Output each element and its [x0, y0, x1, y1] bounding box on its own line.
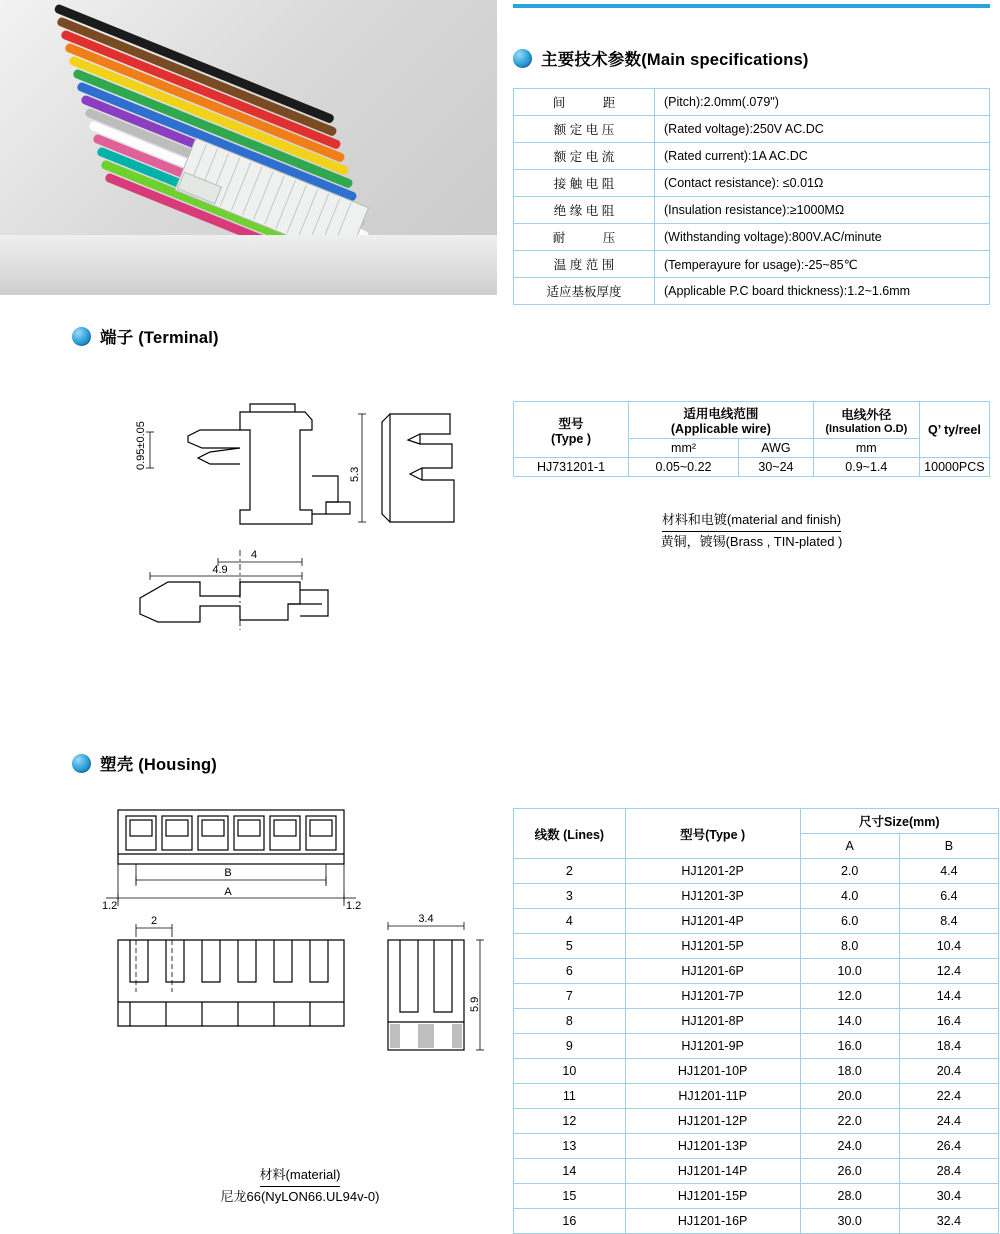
housing-drawing — [100, 806, 500, 1096]
terminal-note-1: 材料和电镀(material and finish) — [662, 510, 841, 532]
terminal-heading — [72, 324, 219, 348]
cell-a: 12.0 — [800, 984, 899, 1009]
cell-a: 16.0 — [800, 1034, 899, 1059]
cell-a: 28.0 — [800, 1184, 899, 1209]
table-row — [514, 224, 990, 251]
cell-lines: 16 — [514, 1209, 626, 1234]
spec-key: 间 距 — [514, 89, 655, 116]
terminal-qty-value: 10000PCS — [919, 458, 989, 477]
terminal-sub-mm2: mm² — [629, 439, 739, 458]
cell-b: 30.4 — [899, 1184, 998, 1209]
table-row — [514, 959, 999, 984]
cell-b: 6.4 — [899, 884, 998, 909]
spec-top-rule — [513, 4, 990, 8]
housing-drawing-svg — [100, 806, 500, 1096]
spec-key: 接 触 电 阻 — [514, 170, 655, 197]
cell-type: HJ1201-9P — [625, 1034, 800, 1059]
terminal-drawing-svg — [90, 390, 490, 670]
cell-type: HJ1201-13P — [625, 1134, 800, 1159]
cell-lines: 2 — [514, 859, 626, 884]
housing-heading-en: (Housing) — [138, 756, 217, 774]
terminal-type-value: HJ731201-1 — [514, 458, 629, 477]
terminal-mm2-value: 0.05~0.22 — [629, 458, 739, 477]
housing-spec-table — [513, 808, 999, 1234]
cell-a: 18.0 — [800, 1059, 899, 1084]
cell-type: HJ1201-3P — [625, 884, 800, 909]
table-row — [514, 1159, 999, 1184]
cell-type: HJ1201-5P — [625, 934, 800, 959]
spec-table-body — [514, 89, 990, 305]
cell-a: 6.0 — [800, 909, 899, 934]
terminal-spec-table — [513, 401, 990, 477]
terminal-table-wrap — [513, 401, 990, 477]
terminal-col-od: 电线外径 (Insulation O.D) — [813, 402, 919, 439]
cell-a: 14.0 — [800, 1009, 899, 1034]
table-row — [514, 170, 990, 197]
bullet-icon — [513, 49, 532, 68]
table-row — [514, 89, 990, 116]
cell-lines: 10 — [514, 1059, 626, 1084]
cell-b: 20.4 — [899, 1059, 998, 1084]
cell-b: 4.4 — [899, 859, 998, 884]
housing-dim-a: A — [224, 886, 232, 898]
cell-lines: 6 — [514, 959, 626, 984]
housing-material-note — [100, 1165, 500, 1207]
table-row — [514, 251, 990, 278]
cell-lines: 7 — [514, 984, 626, 1009]
cell-b: 22.4 — [899, 1084, 998, 1109]
housing-heading-cn: 塑壳 — [100, 756, 134, 774]
cell-a: 4.0 — [800, 884, 899, 909]
cell-type: HJ1201-16P — [625, 1209, 800, 1234]
main-specifications-table — [513, 88, 990, 305]
cell-b: 14.4 — [899, 984, 998, 1009]
cell-b: 8.4 — [899, 909, 998, 934]
housing-note-1: 材料(material) — [260, 1165, 341, 1187]
spec-key: 额 定 电 压 — [514, 116, 655, 143]
terminal-dim-2: 5.3 — [349, 466, 361, 482]
housing-col-b: B — [899, 834, 998, 859]
spec-value: (Contact resistance): ≤0.01Ω — [655, 170, 990, 197]
table-header-row — [514, 402, 990, 439]
cell-type: HJ1201-10P — [625, 1059, 800, 1084]
table-row — [514, 984, 999, 1009]
terminal-od-value: 0.9~1.4 — [813, 458, 919, 477]
cell-a: 8.0 — [800, 934, 899, 959]
terminal-sub-awg: AWG — [739, 439, 814, 458]
main-specifications-heading — [513, 46, 809, 70]
table-row — [514, 1134, 999, 1159]
terminal-awg-value: 30~24 — [739, 458, 814, 477]
table-row — [514, 458, 990, 477]
table-row — [514, 884, 999, 909]
cell-b: 12.4 — [899, 959, 998, 984]
terminal-dim-4: 4.9 — [212, 564, 228, 576]
cell-lines: 11 — [514, 1084, 626, 1109]
product-photo — [0, 0, 497, 295]
cell-a: 20.0 — [800, 1084, 899, 1109]
cell-b: 32.4 — [899, 1209, 998, 1234]
housing-col-size: 尺寸Size(mm) — [800, 809, 998, 834]
table-row — [514, 278, 990, 305]
spec-value: (Temperayure for usage):-25~85℃ — [655, 251, 990, 278]
spec-value: (Insulation resistance):≥1000MΩ — [655, 197, 990, 224]
cell-a: 2.0 — [800, 859, 899, 884]
cell-lines: 4 — [514, 909, 626, 934]
cell-a: 10.0 — [800, 959, 899, 984]
cell-b: 26.4 — [899, 1134, 998, 1159]
bullet-icon — [72, 754, 91, 773]
cell-lines: 13 — [514, 1134, 626, 1159]
cell-lines: 14 — [514, 1159, 626, 1184]
terminal-dim-3: 4 — [250, 549, 258, 561]
table-row — [514, 1084, 999, 1109]
spec-key: 适应基板厚度 — [514, 278, 655, 305]
spec-key: 温 度 范 围 — [514, 251, 655, 278]
spec-heading-cn: 主要技术参数 — [541, 51, 642, 69]
cell-b: 16.4 — [899, 1009, 998, 1034]
cell-a: 26.0 — [800, 1159, 899, 1184]
cell-a: 24.0 — [800, 1134, 899, 1159]
spec-table-wrap — [513, 88, 990, 305]
terminal-note-2: 黄铜，镀锡(Brass , TIN-plated ) — [660, 534, 843, 550]
cell-a: 30.0 — [800, 1209, 899, 1234]
housing-dim-left: 1.2 — [102, 900, 118, 912]
table-row — [514, 1034, 999, 1059]
cell-lines: 9 — [514, 1034, 626, 1059]
cell-lines: 12 — [514, 1109, 626, 1134]
housing-dim-right: 1.2 — [346, 900, 362, 912]
table-row — [514, 1109, 999, 1134]
housing-col-a: A — [800, 834, 899, 859]
housing-note-2: 尼龙66(NyLON66.UL94v-0) — [220, 1189, 380, 1205]
table-row — [514, 1184, 999, 1209]
spec-value: (Withstanding voltage):800V.AC/minute — [655, 224, 990, 251]
spec-value: (Rated current):1A AC.DC — [655, 143, 990, 170]
cell-type: HJ1201-12P — [625, 1109, 800, 1134]
cell-b: 24.4 — [899, 1109, 998, 1134]
cell-type: HJ1201-2P — [625, 859, 800, 884]
cell-type: HJ1201-15P — [625, 1184, 800, 1209]
housing-table-wrap — [513, 808, 999, 1234]
spec-value: (Applicable P.C board thickness):1.2~1.6mm — [655, 278, 990, 305]
table-row — [514, 143, 990, 170]
terminal-material-note — [513, 510, 990, 552]
housing-heading — [72, 751, 217, 775]
cell-a: 22.0 — [800, 1109, 899, 1134]
housing-dim-b: B — [224, 867, 232, 879]
terminal-col-wire: 适用电线范围 (Applicable wire) — [629, 402, 814, 439]
housing-dim-width: 3.4 — [418, 913, 434, 925]
terminal-heading-cn: 端子 — [100, 329, 134, 347]
cell-type: HJ1201-14P — [625, 1159, 800, 1184]
terminal-drawing — [90, 390, 490, 670]
housing-dim-height: 5.9 — [469, 996, 481, 1012]
table-row — [514, 197, 990, 224]
spec-key: 绝 缘 电 阻 — [514, 197, 655, 224]
spec-heading-en: (Main specifications) — [641, 51, 809, 69]
cell-lines: 5 — [514, 934, 626, 959]
table-row — [514, 859, 999, 884]
bullet-icon — [72, 327, 91, 346]
cell-lines: 3 — [514, 884, 626, 909]
cell-type: HJ1201-11P — [625, 1084, 800, 1109]
cell-type: HJ1201-8P — [625, 1009, 800, 1034]
spec-key: 额 定 电 流 — [514, 143, 655, 170]
terminal-dim-1: 0.95±0.05 — [135, 421, 147, 470]
table-row — [514, 1209, 999, 1234]
table-row — [514, 116, 990, 143]
housing-col-lines: 线数 (Lines) — [514, 809, 626, 859]
cell-b: 28.4 — [899, 1159, 998, 1184]
table-row — [514, 909, 999, 934]
cell-b: 18.4 — [899, 1034, 998, 1059]
spec-key: 耐 压 — [514, 224, 655, 251]
terminal-sub-mm: mm — [813, 439, 919, 458]
table-row — [514, 1009, 999, 1034]
cell-type: HJ1201-4P — [625, 909, 800, 934]
spec-value: (Rated voltage):250V AC.DC — [655, 116, 990, 143]
spec-value: (Pitch):2.0mm(.079") — [655, 89, 990, 116]
table-row — [514, 934, 999, 959]
terminal-col-type: 型号 (Type ) — [514, 402, 629, 458]
cell-type: HJ1201-7P — [625, 984, 800, 1009]
housing-dim-pitch: 2 — [150, 915, 158, 927]
cell-type: HJ1201-6P — [625, 959, 800, 984]
terminal-col-qty: Q’ ty/reel — [919, 402, 989, 458]
cell-lines: 8 — [514, 1009, 626, 1034]
cell-lines: 15 — [514, 1184, 626, 1209]
cell-b: 10.4 — [899, 934, 998, 959]
terminal-heading-en: (Terminal) — [138, 329, 219, 347]
table-header-row — [514, 809, 999, 834]
table-row — [514, 1059, 999, 1084]
housing-col-type: 型号(Type ) — [625, 809, 800, 859]
photo-backdrop — [0, 235, 497, 295]
